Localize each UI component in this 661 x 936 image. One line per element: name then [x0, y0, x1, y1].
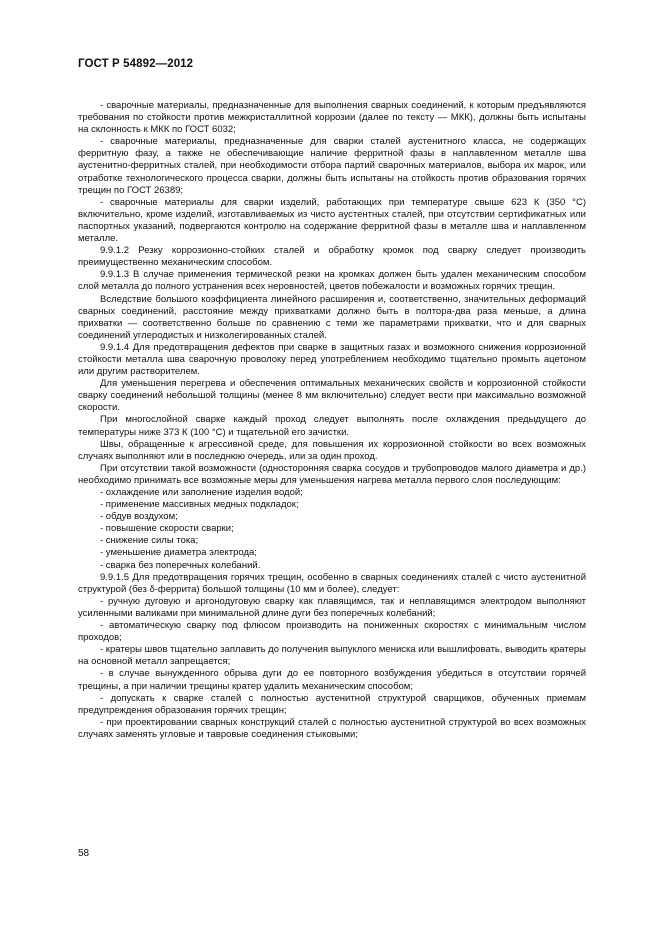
- paragraph: 9.9.1.5 Для предотвращения горячих трещин, особенно в сварных соединениях сталей с чисто аустенитной структурой (без δ-феррита) большой толщины (10 мм и более), следует:: [78, 571, 586, 595]
- list-item: - охлаждение или заполнение изделия водой;: [100, 487, 303, 498]
- document-code-header: ГОСТ Р 54892—2012: [78, 58, 194, 70]
- list-item: - обдув воздухом;: [100, 511, 178, 523]
- paragraph: Для уменьшения перегрева и обеспечения оптимальных механических свойств и коррозионной стойкости сварку соединений небольшой толщины (менее 8 мм включительно) следует вести при максимально возможной скорости.: [78, 378, 586, 414]
- list-item: - при проектировании сварных конструкций сталей с полностью аустенитной структурой во всех возможных случаях заменять угловые и тавровые соединения стыковыми;: [78, 716, 586, 740]
- paragraph: Швы, обращенные к агрессивной среде, для повышения их коррозионной стойкости во всех возможных случаях выполняют или в последнюю очередь, или за один проход.: [78, 438, 586, 462]
- list-item: - автоматическую сварку под флюсом производить на пониженных скоростях с минимальным числом проходов;: [78, 620, 586, 644]
- paragraph: При отсутствии такой возможности (односторонняя сварка сосудов и трубопроводов малого диаметра и др.) необходимо принимать все возможные меры для уменьшения нагрева металла первого слоя последующим:: [78, 462, 586, 486]
- list-item: - сварка без поперечных колебаний.: [100, 559, 261, 571]
- list-item: - повышение скорости сварки;: [100, 523, 234, 535]
- paragraph: - сварочные материалы, предназначенные для сварки сталей аустенитного класса, не содержащих ферритную фазу, а также не обеспечивающие наличие ферритной фазы в наплавленном металле шва аустенитно-ферритных сталей, при необходимости отбора партий сварочных материалов, выбора их марок, или отработке технологического процесса сварки, должны быть испытаны на стойкость против образования горячих трещин по ГОСТ 26389;: [78, 136, 586, 196]
- list-item: - снижение силы тока;: [100, 535, 199, 547]
- list-item: - допускать к сварке сталей с полностью аустенитной структурой сварщиков, обученных приемам предупреждения образования горячих трещин;: [78, 692, 586, 716]
- paragraph: Вследствие большого коэффициента линейного расширения и, соответственно, значительных деформаций сварных соединений, расстояние между прихватками должно быть в полтора-два раза меньше, а длина прихватки — соответственно больше по сравнению с теми же параметрами прихватки, что и для сварных соединений углеродистых и низколегированных сталей.: [78, 293, 586, 341]
- list-item: - применение массивных медных подкладок;: [100, 499, 299, 511]
- paragraph: 9.9.1.4 Для предотвращения дефектов при сварке в защитных газах и возможного снижения коррозионной стойкости металла шва сварочную проволоку перед употреблением необходимо тщательно промыть ацетоном или другим растворителем.: [78, 341, 586, 378]
- list-item: - кратеры швов тщательно заплавить до получения выпуклого мениска или вышлифовать, выводить кратеры на основной металл запрещается;: [78, 644, 586, 668]
- list-item: - ручную дуговую и аргонодуговую сварку как плавящимся, так и неплавящимся электродом выполняют усиленными валиками при минимальной длине дуги без поперечных колебаний;: [78, 595, 586, 619]
- paragraph: - сварочные материалы, предназначенные для выполнения сварных соединений, к которым предъявляются требования по стойкости против межкристаллитной коррозии (далее по тексту — МКК), должны быть испытаны на склонность к МКК по ГОСТ 6032;: [78, 100, 586, 136]
- paragraph: При многослойной сварке каждый проход следует выполнять после охлаждения предыдущего до температуры ниже 373 К (100 °С) и тщательной его зачистки.: [78, 414, 586, 438]
- paragraph: 9.9.1.2 Резку коррозионно-стойких сталей и обработку кромок под сварку следует производить преимущественно механическим способом.: [78, 245, 586, 269]
- page-number: 58: [78, 848, 90, 859]
- document-body: [78, 100, 586, 741]
- list-item: - уменьшение диаметра электрода;: [100, 547, 257, 559]
- paragraph: 9.9.1.3 В случае применения термической резки на кромках должен быть удален механическим способом слой металла до полного устранения всех неровностей, цветов побежалости и возможных горячих трещин.: [78, 269, 586, 293]
- list-item: - в случае вынужденного обрыва дуги до ее повторного возбуждения убедиться в отсутствии горячей трещины, а при наличии трещины кратер удалить механическим способом;: [78, 668, 586, 692]
- paragraph: - сварочные материалы для сварки изделий, работающих при температуре свыше 623 К (350 °С) включительно, кроме изделий, изготавливаемых из чисто аустентных сталей, при отсутствии сертификатных или паспортных указаний, подвергаются контролю на содержание ферритной фазы в металле шва и наплавленном металле.: [78, 196, 586, 245]
